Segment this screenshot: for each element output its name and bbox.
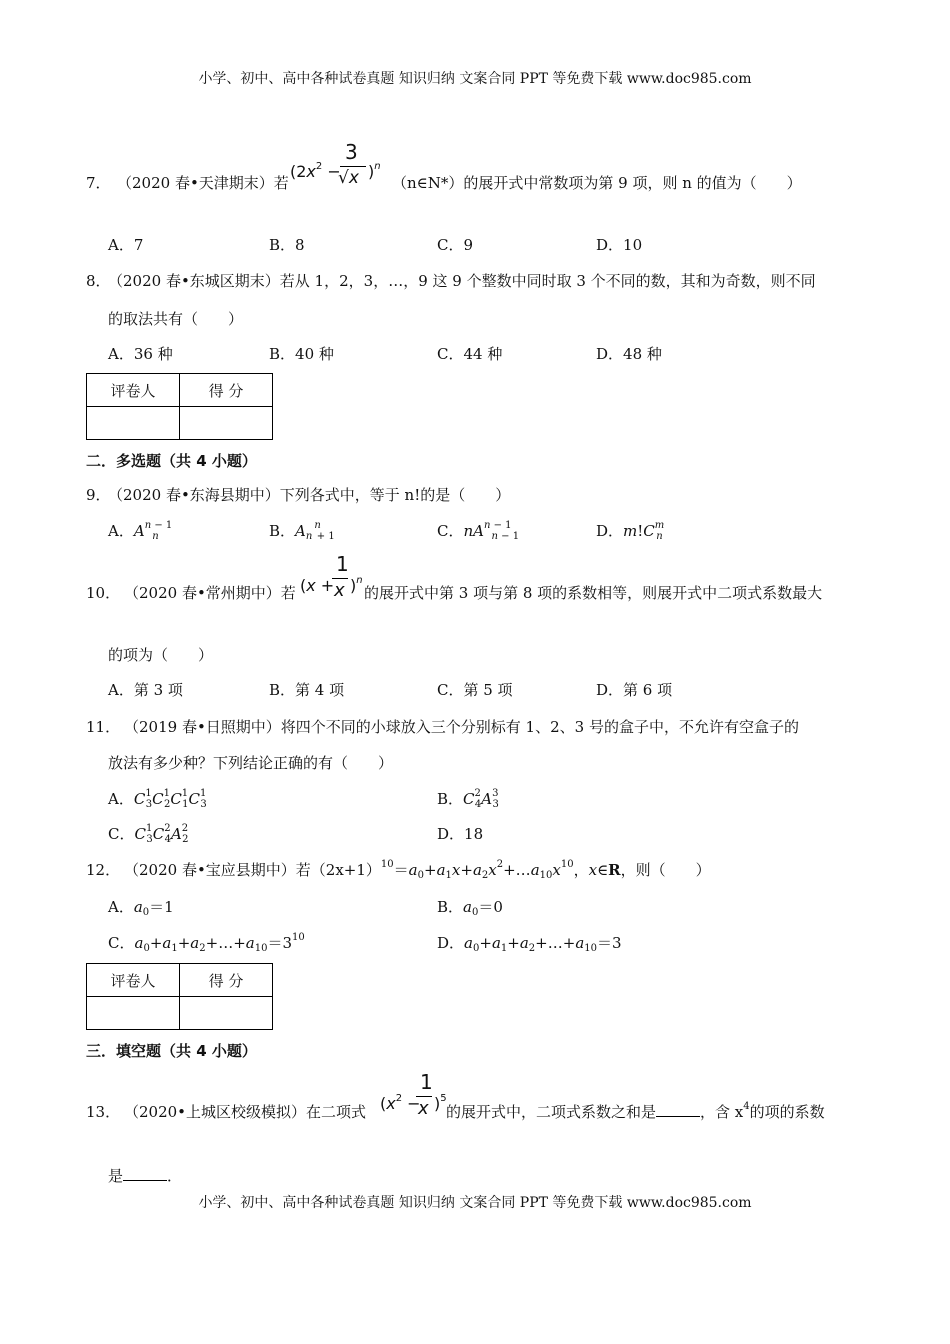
question-8-number: 8． bbox=[86, 272, 111, 290]
score-label: 得 分 bbox=[180, 964, 273, 997]
grader-cell[interactable] bbox=[87, 997, 180, 1030]
question-12-number: 12． bbox=[86, 861, 121, 879]
page-footer: 小学、初中、高中各种试卷真题 知识归纳 文案合同 PPT 等免费下载 www.doc985.com bbox=[198, 1195, 752, 1211]
q12-option-a[interactable]: A．$a_0=1$ bbox=[108, 898, 174, 918]
q10-option-b[interactable]: B．第 4 项 bbox=[269, 681, 345, 699]
question-7-source: （2020 春•天津期末）若 bbox=[117, 174, 289, 192]
grader-cell[interactable] bbox=[87, 407, 180, 440]
q7-option-a[interactable]: A．7 bbox=[108, 236, 144, 254]
question-7-number: 7． bbox=[86, 174, 111, 192]
q12-option-c[interactable]: C．$a_0+a_1+a_2+\dots+a_{10}=3^{10}$ bbox=[108, 932, 305, 954]
grader-label: 评卷人 bbox=[87, 374, 180, 407]
q9-option-b[interactable]: B．$A_n^n_{+ 1}$ bbox=[269, 520, 335, 542]
question-13-condition: 的展开式中，二项式系数之和是 ，含 $x^4$的项的系数 bbox=[446, 1101, 825, 1121]
question-13-formula: ($x^2$ − 1 x )$^5$ bbox=[380, 1070, 447, 1119]
q8-option-d[interactable]: D．48 种 bbox=[596, 345, 662, 363]
q10-option-c[interactable]: C．第 5 项 bbox=[437, 681, 513, 699]
q12-option-c-label: C． bbox=[108, 934, 135, 952]
question-11-line1: （2019 春•日照期中）将四个不同的小球放入三个分别标有 1、2、3 号的盒子中，不允许有空盒子的 bbox=[124, 718, 799, 736]
question-13-line2 bbox=[108, 1165, 182, 1186]
question-7-condition: （n∈N*）的展开式中常数项为第 9 项，则 n 的值为（ ） bbox=[392, 174, 802, 192]
q12-option-d[interactable]: D．$a_0+a_1+a_2+\dots+a_{10}=3$ bbox=[437, 934, 622, 954]
question-13-source: （2020•上城区校级模拟）在二项式 bbox=[124, 1103, 367, 1121]
q7-option-c[interactable]: C．9 bbox=[437, 236, 474, 254]
question-10-source: （2020 春•常州期中）若 bbox=[124, 584, 296, 602]
question-13-tail: ，含 x bbox=[700, 1103, 744, 1121]
q9-option-c-label: C． bbox=[437, 522, 464, 540]
q11-option-a-label: A． bbox=[108, 790, 134, 808]
q7-option-d[interactable]: D．10 bbox=[596, 236, 643, 254]
section-2-title: 二．多选题（共 4 小题） bbox=[86, 452, 257, 470]
answer-blank-2[interactable] bbox=[123, 1166, 167, 1181]
question-9-number: 9． bbox=[86, 486, 111, 504]
page-header: 小学、初中、高中各种试卷真题 知识归纳 文案合同 PPT 等免费下载 www.doc985.com bbox=[198, 71, 752, 87]
q12-option-a-label: A． bbox=[108, 898, 134, 916]
question-11-line2: 放法有多少种？下列结论正确的有（ ） bbox=[108, 754, 394, 772]
q11-option-d[interactable]: D．18 bbox=[437, 825, 484, 843]
score-cell[interactable] bbox=[180, 997, 273, 1030]
q9-option-a-label: A． bbox=[108, 522, 134, 540]
question-12-text: （2020 春•宝应县期中）若$(2x+1)^{10}=a_0+a_1x+a_2x^2+\dots a_{10}x^{10}$，x∈R，则（ ） bbox=[124, 859, 711, 881]
question-10-condition: 的展开式中第 3 项与第 8 项的系数相等，则展开式中二项式系数最大 bbox=[364, 584, 823, 602]
q9-option-a[interactable]: A．$A^{n - 1}_n$ bbox=[108, 520, 173, 542]
question-13-text: 的展开式中，二项式系数之和是 bbox=[446, 1103, 657, 1121]
score-label: 得 分 bbox=[180, 374, 273, 407]
score-cell[interactable] bbox=[180, 407, 273, 440]
answer-blank-1[interactable] bbox=[656, 1102, 700, 1117]
q12-option-d-label: D． bbox=[437, 934, 465, 952]
grade-table-2 bbox=[86, 963, 273, 1030]
grader-label: 评卷人 bbox=[87, 964, 180, 997]
q11-option-c-label: C． bbox=[108, 825, 135, 843]
q9-option-d[interactable]: D．$m!C^m_n$ bbox=[596, 520, 665, 542]
q11-option-b[interactable]: B．$C^2_4A^3_3$ bbox=[437, 788, 499, 810]
q11-option-c[interactable]: C．$C^1_3C^2_4A^2_2$ bbox=[108, 823, 189, 845]
question-9-text: （2020 春•东海县期中）下列各式中，等于 n!的是（ ） bbox=[108, 486, 511, 504]
q7-option-b[interactable]: B．8 bbox=[269, 236, 305, 254]
q8-option-c[interactable]: C．44 种 bbox=[437, 345, 503, 363]
q9-option-b-label: B． bbox=[269, 522, 296, 540]
question-11-number: 11． bbox=[86, 718, 121, 736]
q9-option-c[interactable]: C．$nA^{n - 1}_{n - 1}$ bbox=[437, 520, 520, 542]
question-10-number: 10． bbox=[86, 584, 121, 602]
q9-option-d-label: D． bbox=[596, 522, 624, 540]
grade-table-1 bbox=[86, 373, 273, 440]
question-8-line1: （2020 春•东城区期末）若从 1，2，3，…，9 这 9 个整数中同时取 3 个不同的数，其和为奇数，则不同 bbox=[108, 272, 816, 290]
q10-option-d[interactable]: D．第 6 项 bbox=[596, 681, 673, 699]
question-10-formula: (x + 1 x )$^n$ bbox=[300, 552, 363, 601]
question-10-line2: 的项为（ ） bbox=[108, 646, 214, 664]
question-13-line2-text: 是 bbox=[108, 1167, 124, 1185]
q8-option-b[interactable]: B．40 种 bbox=[269, 345, 334, 363]
q11-option-a[interactable]: A．$C^1_3C^1_2C^1_1C^1_3$ bbox=[108, 788, 207, 810]
q11-option-b-label: B． bbox=[437, 790, 464, 808]
q12-option-b[interactable]: B．$a_0=0$ bbox=[437, 898, 503, 918]
q12-option-b-label: B． bbox=[437, 898, 464, 916]
section-3-title: 三．填空题（共 4 小题） bbox=[86, 1042, 257, 1060]
question-12-source: （2020 春•宝应县期中）若（2x+1） bbox=[124, 861, 381, 879]
question-13-tail2: 的项的系数 bbox=[749, 1103, 825, 1121]
q10-option-a[interactable]: A．第 3 项 bbox=[108, 681, 183, 699]
question-13-end: ． bbox=[167, 1167, 183, 1185]
question-13-number: 13． bbox=[86, 1103, 121, 1121]
question-8-line2: 的取法共有（ ） bbox=[108, 310, 244, 328]
q8-option-a[interactable]: A．36 种 bbox=[108, 345, 173, 363]
